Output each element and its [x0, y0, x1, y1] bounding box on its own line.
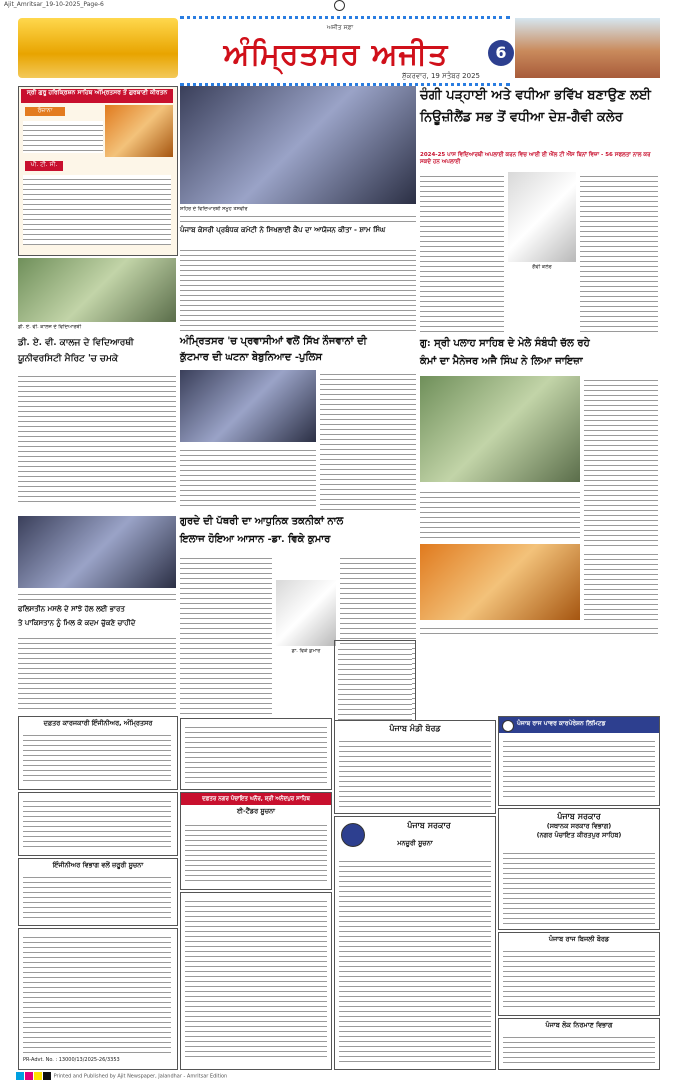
center-headline: ਪੰਜਾਬ ਕੇਸਰੀ ਪ੍ਰਬੰਧਕ ਕਮੇਟੀ ਨੇ ਸਿਖਲਾਈ ਕੈਂਪ ਦਾ ਆਯੋਜਨ ਕੀਤਾ - ਸ਼ਾਮ ਸਿੰਘ	[180, 225, 386, 234]
dav-headline-1: ਡੀ. ਏ. ਵੀ. ਕਾਲਜ ਦੇ ਵਿਦਿਆਰਥੀ	[18, 338, 134, 348]
masthead-title: ਅੰਮ੍ਰਿਤਸਰ ਅਜੀਤ	[223, 37, 449, 72]
nz-headline-1: ਚੰਗੀ ਪੜ੍ਹਾਈ ਅਤੇ ਵਧੀਆ ਭਵਿੱਖ ਬਣਾਉਣ ਲਈ	[420, 88, 651, 103]
magenta-swatch	[25, 1072, 33, 1080]
mandi-board-title: ਪੰਜਾਬ ਮੰਡੀ ਬੋਰਡ	[389, 724, 441, 733]
footer	[16, 1072, 656, 1084]
tender-1-title: ਦਫ਼ਤਰ ਕਾਰਜਕਾਰੀ ਇੰਜੀਨੀਅਰ, ਅੰਮ੍ਰਿਤਸਰ	[43, 719, 153, 727]
dav-text	[18, 372, 176, 502]
power-body	[503, 737, 655, 799]
ad-kirtan	[18, 86, 178, 256]
kidney-portrait	[276, 580, 336, 646]
mela-text-right	[584, 376, 658, 546]
tender-left-2-body	[23, 797, 171, 849]
tender-punjab-govt	[334, 816, 496, 1070]
bijli-body	[503, 947, 655, 1011]
power-title: ਪੰਜਾਬ ਰਾਜ ਪਾਵਰ ਕਾਰਪੋਰੇਸ਼ਨ ਲਿਮਿਟਡ	[517, 720, 606, 727]
tender-left-3	[18, 858, 178, 926]
nz-headline-2: ਨਿਊਜ਼ੀਲੈਂਡ ਸਭ ਤੋਂ ਵਧੀਆ ਦੇਸ਼-ਗੈਵੀ ਕਲੇਰ	[420, 110, 623, 125]
kiratpur-body	[503, 849, 655, 925]
mela-caption	[420, 624, 658, 634]
tender-left-4-body	[23, 933, 171, 1053]
kidney-headline-1: ਗੁਰਦੇ ਦੀ ਪੱਥਰੀ ਦਾ ਆਧੁਨਿਕ ਤਕਨੀਕਾਂ ਨਾਲ	[180, 516, 344, 527]
police-headline-2: ਕੁੱਟਮਾਰ ਦੀ ਘਟਨਾ ਬੇਬੁਨਿਆਦ -ਪੁਲਿਸ	[180, 352, 323, 363]
kiratpur-title: ਪੰਜਾਬ ਸਰਕਾਰ	[557, 812, 601, 821]
group-photo	[180, 86, 416, 204]
police-photo	[180, 370, 316, 442]
punjab-govt-sub: ਮਨਜ਼ੂਰੀ ਸੂਚਨਾ	[397, 839, 433, 847]
footer-text: Printed and Published by Ajit Newspaper, Jalandhar - Amritsar Edition	[53, 1073, 228, 1080]
tender-bijli	[498, 932, 660, 1016]
ad-body	[23, 175, 171, 245]
bijli-title: ਪੰਜਾਬ ਰਾਜ ਬਿਜਲੀ ਬੋਰਡ	[548, 935, 610, 943]
tender-2-body	[185, 723, 327, 785]
punjab-govt-body	[339, 857, 491, 1063]
tender-lok-nirman	[498, 1018, 660, 1070]
registration-mark	[334, 0, 345, 11]
mela-text-right-2	[584, 550, 658, 620]
kidney-headline-2: ਇਲਾਜ ਹੋਇਆ ਆਸਾਨ -ਡਾ. ਵਿਕੇ ਕੁਮਾਰ	[180, 534, 331, 545]
ghanaur-body	[185, 821, 327, 883]
kidney-text-left	[180, 554, 272, 714]
kiratpur-sub2: (ਨਗਰ ਪੰਚਾਇਤ ਕੀਰਤਪੁਰ ਸਾਹਿਬ)	[536, 831, 622, 839]
dav-headline-2: ਯੂਨੀਵਰਸਿਟੀ ਮੈਰਿਟ 'ਚ ਚਮਕੇ	[18, 354, 119, 364]
cyan-swatch	[16, 1072, 24, 1080]
ad-text	[23, 121, 103, 153]
mela-photo	[420, 376, 580, 482]
ad-photo	[105, 105, 173, 157]
islam-text	[18, 634, 176, 712]
group-caption-text	[180, 212, 416, 222]
golden-temple-image	[18, 18, 178, 78]
conference-caption	[18, 590, 176, 600]
tender-1	[18, 716, 178, 790]
dateline: ਸ਼ੁੱਕਰਵਾਰ, 19 ਸਤੰਬਰ 2025	[402, 72, 480, 80]
nz-text-right	[580, 172, 658, 334]
pr-number-left: PR-Advt. No. : 13000/13/2025-26/3353	[23, 1057, 120, 1063]
punjab-govt-logo	[341, 823, 365, 847]
tender-ghanaur	[180, 792, 332, 890]
notice-left-title: ਇੰਜੀਨੀਅਰ ਵਿਭਾਗ ਵਲੋਂ ਜ਼ਰੂਰੀ ਸੂਚਨਾ	[52, 861, 144, 869]
mela-photo-2	[420, 544, 580, 620]
ad-title: ਸ੍ਰੀ ਗੁਰੂ ਹਰਿਕ੍ਰਿਸ਼ਨ ਸਾਹਿਬ ਅੰਮ੍ਰਿਤਸਰ ਤੋਂ ਗੁਰਬਾਣੀ ਕੀਰਤਨ	[21, 89, 173, 103]
mandi-board-body	[339, 737, 491, 807]
ghanaur-title: ਦਫ਼ਤਰ ਨਗਰ ਪੰਚਾਇਤ ਘਨੌਰ, ਸ਼੍ਰੀ ਅਨੰਦਪੁਰ ਸਾਹਿਬ	[181, 793, 331, 805]
nz-subhead: 2024-25 ਪਾਸ ਵਿਦਿਆਰਥੀ ਅਪਲਾਈ ਕਰਨ ਵਿਚ ਆਈ ਈ ਐੱਲ ਟੀ ਐੱਸ ਬਿਨਾਂ ਵਿਜ਼ਾ - 56 ਸਫਲਤਾ ਨਾਲ ਕਰ ਸਕਦੇ ਹਨ ਅਪਲਾਈ	[420, 152, 651, 165]
nz-portrait	[508, 172, 576, 262]
tender-2	[180, 718, 332, 790]
police-text-2	[180, 446, 316, 510]
pwd-body	[185, 897, 327, 1057]
ghanaur-subtitle: ਈ-ਟੈਂਡਰ ਸੂਚਨਾ	[236, 807, 276, 815]
tender-1-body	[23, 731, 171, 783]
conference-photo	[18, 516, 176, 588]
police-headline-1: ਅੰਮ੍ਰਿਤਸਰ 'ਚ ਪ੍ਰਵਾਸੀਆਂ ਵਲੋਂ ਸਿੱਖ ਨੌਜਵਾਨਾਂ ਦੀ	[180, 336, 367, 347]
police-text	[320, 370, 416, 510]
islam-headline-2: ਤੇ ਪਾਕਿਸਤਾਨ ਨੂੰ ਮਿਲ ਕੇ ਕਦਮ ਚੁੱਕਣੇ ਚਾਹੀਦੇ	[18, 618, 136, 627]
tender-mandi-board	[334, 720, 496, 814]
islam-headline-1: ਫਲਿਸਤੀਨ ਮਸਲੇ ਦੇ ਸਾਂਝੇ ਹੱਲ ਲਈ ਭਾਰਤ	[18, 604, 125, 613]
group-photo-caption: ਸ਼ਹਿਰ ਦੇ ਵਿਦਿਆਰਥੀ ਸਮੂਹ ਤਸਵੀਰ	[180, 206, 248, 212]
lok-nirman-title: ਪੰਜਾਬ ਲੋਕ ਨਿਰਮਾਣ ਵਿਭਾਗ	[545, 1021, 613, 1029]
print-slug: Ajit_Amritsar_19-10-2025_Page-6	[4, 1, 104, 8]
mela-text-below	[420, 488, 580, 540]
lok-nirman-body	[503, 1033, 655, 1065]
tender-left-4	[18, 928, 178, 1070]
dav-photo	[18, 258, 176, 322]
tender-kiratpur	[498, 808, 660, 930]
black-swatch	[43, 1072, 51, 1080]
mela-headline-2: ਕੰਮਾਂ ਦਾ ਮੈਨੇਜਰ ਅਜੈ ਸਿੰਘ ਨੇ ਲਿਆ ਜਾਇਜ਼ਾ	[420, 356, 583, 367]
power-logo	[502, 720, 514, 732]
kiratpur-sub: (ਸਥਾਨਕ ਸਰਕਾਰ ਵਿਭਾਗ)	[546, 822, 612, 830]
tender-left-3-body	[23, 873, 171, 919]
yellow-swatch	[34, 1072, 42, 1080]
dav-photo-caption: ਡੀ. ਏ. ਵੀ. ਕਾਲਜ ਦੇ ਵਿਦਿਆਰਥੀ	[18, 324, 82, 330]
ad-tag-ptc: ਪੀ. ਟੀ. ਸੀ.	[25, 161, 63, 171]
center-story-text	[180, 246, 416, 332]
masthead-subtitle: ਅਜੀਤ ਸਫ਼ਾ	[326, 24, 354, 31]
tender-pwd	[180, 892, 332, 1070]
temple-image	[515, 18, 660, 78]
ad-tag-daily: ਰੋਜ਼ਾਨਾ	[25, 107, 65, 116]
kidney-portrait-caption: ਡਾ. ਵਿਕੇ ਕੁਮਾਰ	[291, 648, 321, 654]
tender-power	[498, 716, 660, 806]
nz-portrait-caption: ਗੈਵੀ ਕਲੇਰ	[532, 264, 552, 270]
page-number-badge: 6	[488, 40, 514, 66]
mela-headline-1: ਗੁ: ਸ੍ਰੀ ਪਲਾਹ ਸਾਹਿਬ ਦੇ ਮੇਲੇ ਸੰਬੰਧੀ ਚੱਲ ਰਹੇ	[420, 338, 590, 349]
punjab-govt-title: ਪੰਜਾਬ ਸਰਕਾਰ	[407, 821, 451, 830]
tender-left-2	[18, 792, 178, 856]
nz-text-left	[420, 172, 504, 334]
